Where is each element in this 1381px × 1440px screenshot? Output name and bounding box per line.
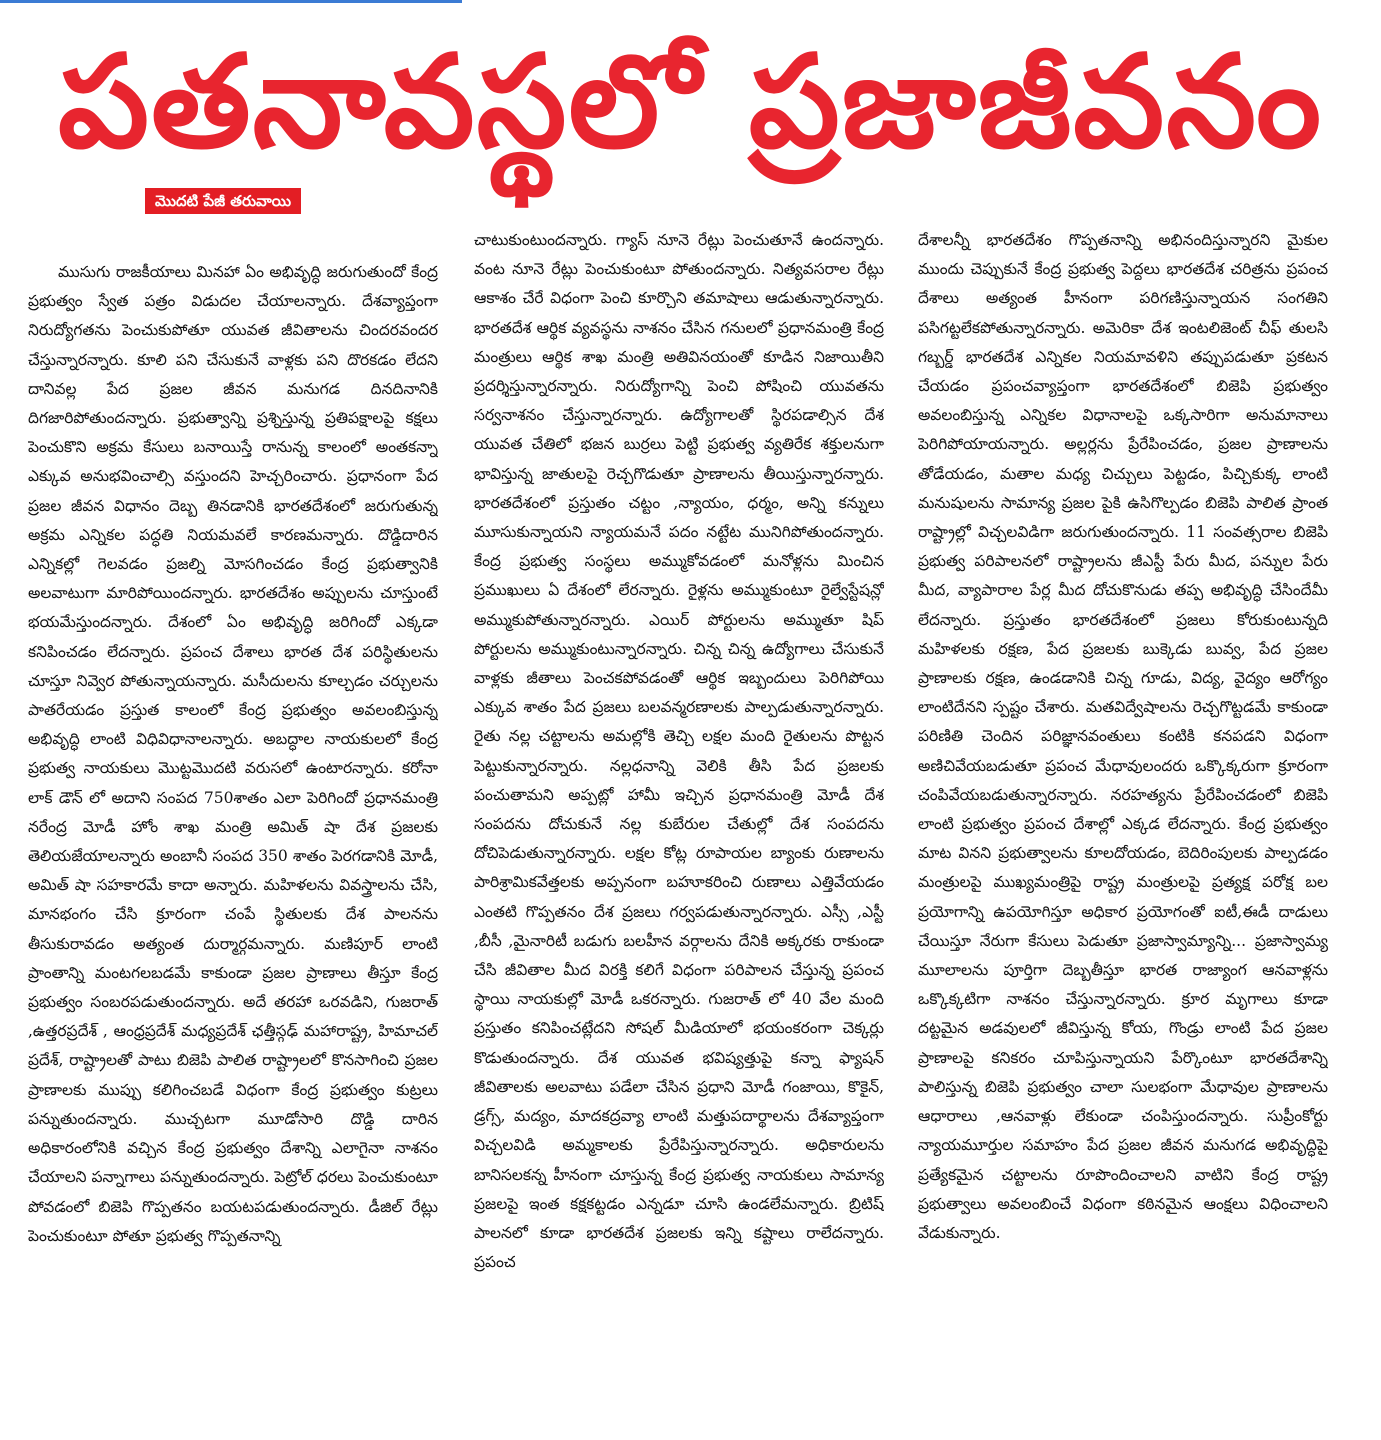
headline: పతనావస్థలో ప్రజాజీవనం xyxy=(58,28,1323,177)
article-column-2: చాటుకుంటుందన్నారు. గ్యాస్ నూనె రేట్లు పెంచుతూనే ఉందన్నారు. వంట నూనె రేట్లు పెంచుకుంటూ పోతుందన్నారు. నిత్యవసరాల రేట్లు ఆకాశం చేరే విధంగా పెంచి కూర్చొని తమాషాలు ఆడుతున్నారన్నారు. భారతదేశ ఆర్థిక వ్యవస్థను నాశనం చేసిన గనులలో ప్రధానమంత్రి కేంద్ర మంత్రులు ఆర్థిక శాఖ మంత్రి అతివినయంతో కూడిన నిజాయితీని ప్రదర్శిస్తున్నారన్నారు. నిరుద్యోగాన్ని పెంచి పోషించి యువతను సర్వనాశనం చేస్తున్నారన్నారు. ఉద్యోగాలతో స్థిరపడాల్సిన దేశ యువత చేతిలో భజన బుర్రలు పెట్టి ప్రభుత్వ వ్యతిరేక శక్తులనుగా భావిస్తున్న జాతులపై రెచ్చగొడుతూ ప్రాణాలను తీయిస్తున్నారన్నారు. భారతదేశంలో ప్రస్తుతం చట్టం ,న్యాయం, ధర్మం, అన్ని కన్నులు మూసుకున్నాయని న్యాయమనే పదం నట్టేట మునిగిపోతుందన్నారు. కేంద్ర ప్రభుత్వ సంస్థలు అమ్ముకోవడంలో మనోళ్లను మించిన ప్రముఖులు ఏ దేశంలో లేరన్నారు. రైళ్లను అమ్ముకుంటూ రైల్వేస్టేషన్లో అమ్ముకుపోతున్నారన్నారు. ఎయిర్ పోర్టులను అమ్ముతూ షిప్ పోర్టులను అమ్ముకుంటున్నారన్నారు. చిన్న చిన్న ఉద్యోగాలు చేసుకునే వాళ్లకు జీతాలు పెంచకపోవడంతో ఆర్థిక ఇబ్బందులు పెరిగిపోయి ఎక్కువ శాతం పేద ప్రజలు బలవన్మరణాలకు పాల్పడుతున్నారన్నారు. రైతు నల్ల చట్టాలను అమల్లోకి తెచ్చి లక్షల మంది రైతులను పొట్టన పెట్టుకున్నారన్నారు. నల్లధనాన్ని వెలికి తీసి పేద ప్రజలకు పంచుతామని అప్పట్లో హామీ ఇచ్చిన ప్రధానమంత్రి మోడీ దేశ సంపదను దోచుకునే నల్ల కుబేరుల చేతుల్లో దేశ సంపదను దోచిపెడుతున్నారన్నారు. లక్షల కోట్ల రూపాయల బ్యాంకు రుణాలను పారిశ్రామికవేత్తలకు అప్పనంగా బహూకరించి రుణాలు ఎత్తివేయడం ఎంతటి గొప్పతనం దేశ ప్రజలు గర్వపడుతున్నారన్నారు. ఎస్సీ ,ఎస్టీ ,బీసీ ,మైనారిటీ బడుగు బలహీన వర్గాలను దేనికి అక్కరకు రాకుండా చేసి జీవితాల మీద విరక్తి కలిగే విధంగా పరిపాలన చేస్తున్న ప్రపంచ స్థాయి నాయకుల్లో మోడీ ఒకరన్నారు. గుజరాత్ లో 40 వేల మంది ప్రస్తుతం కనిపించట్లేదని సోషల్ మీడియాలో భయంకరంగా చెక్కర్లు కొడుతుందన్నారు. దేశ యువత భవిష్యత్తుపై కన్నా ఫ్యాషన్ జీవితాలకు అలవాటు పడేలా చేసిన ప్రధాని మోడీ గంజాయి, కొకైన్, డ్రగ్స్, మద్యం, మాదకద్రవ్యా లాంటి మత్తుపదార్థాలను దేశవ్యాప్తంగా విచ్చలవిడి అమ్మకాలకు ప్రేరేపిస్తున్నారన్నారు. అధికారులను బానిసలకన్న హీనంగా చూస్తున్న కేంద్ర ప్రభుత్వ నాయకులు సామాన్య ప్రజలపై ఇంత కక్షకట్టడం ఎన్నడూ చూసి ఉండలేమన్నారు. బ్రిటిష్ పాలనలో కూడా భారతదేశ ప్రజలకు ఇన్ని కష్టాలు రాలేదన్నారు. ప్రపంచ xyxy=(474,231,884,1272)
top-accent-bar xyxy=(0,0,462,3)
article-column-3: దేశాలన్నీ భారతదేశం గొప్పతనాన్ని అభినందిస్తున్నారని మైకుల ముందు చెప్పుకునే కేంద్ర ప్రభుత్వ పెద్దలు భారతదేశ చరిత్రను ప్రపంచ దేశాలు అత్యంత హీనంగా పరిగణిస్తున్నాయన సంగతిని పసిగట్టలేకపోతున్నారన్నారు. అమెరికా దేశ ఇంటలిజెంట్ చీఫ్ తులసి గబ్బర్డ్ భారతదేశ ఎన్నికల నియమావళిని తప్పుపడుతూ ప్రకటన చేయడం ప్రపంచవ్యాప్తంగా భారతదేశంలో బిజెపి ప్రభుత్వం అవలంబిస్తున్న ఎన్నికల విధానాలపై ఒక్కసారిగా అనుమానాలు పెరిగిపోయాయన్నారు. అల్లర్లను ప్రేరేపించడం, ప్రజల ప్రాణాలను తోడేయడం, మతాల మధ్య చిచ్చులు పెట్టడం, పిచ్చికుక్క లాంటి మనుషులను సామాన్య ప్రజల పైకి ఉసిగొల్పడం బిజెపి పాలిత ప్రాంత రాష్ట్రాల్లో విచ్చలవిడిగా జరుగుతుందన్నారు. 11 సంవత్సరాల బిజెపి ప్రభుత్వ పరిపాలనలో రాష్ట్రాలను జీఎస్టీ పేరు మీద, పన్నుల పేరు మీద, వ్యాపారాల పేర్ల మీద దోచుకొనుడు తప్ప అభివృద్ధి చేసిందేమీ లేదన్నారు. ప్రస్తుతం భారతదేశంలో ప్రజలు కోరుకుంటున్నది మహిళలకు రక్షణ, పేద ప్రజలకు బుక్కెడు బువ్వ, పేద ప్రజల ప్రాణాలకు రక్షణ, ఉండడానికి చిన్న గూడు, విద్య, వైద్యం ఆరోగ్యం లాంటిదేనని స్పష్టం చేశారు. మతవిద్వేషాలను రెచ్చగొట్టడమే కాకుండా పరిణితి చెందిన పరిజ్ఞానవంతులు కంటికి కనపడని విధంగా అణిచివేయబడుతూ ప్రపంచ మేధావులందరు ఒక్కొక్కరుగా క్రూరంగా చంపివేయబడుతున్నారన్నారు. నరహత్యను ప్రేరేపించడంలో బిజెపి లాంటి ప్రభుత్వం ప్రపంచ దేశాల్లో ఎక్కడ లేదన్నారు. కేంద్ర ప్రభుత్వం మాట వినని ప్రభుత్వాలను కూలదోయడం, బెదిరింపులకు పాల్పడడం మంత్రులపై ముఖ్యమంత్రిపై రాష్ట్ర మంత్రులపై ప్రత్యక్ష పరోక్ష బల ప్రయోగాన్ని ఉపయోగిస్తూ అధికార ప్రయోగంతో ఐటీ,ఈడీ దాడులు చేయిస్తూ నేరుగా కేసులు పెడుతూ ప్రజాస్వామ్యాన్ని... ప్రజాస్వామ్య మూలాలను పూర్తిగా దెబ్బతీస్తూ భారత రాజ్యాంగ ఆనవాళ్లను ఒక్కొక్కటిగా నాశనం చేస్తున్నారన్నారు. క్రూర మృగాలు కూడా దట్టమైన అడవులలో జీవిస్తున్న కోయ, గొండ్రు లాంటి పేద ప్రజల ప్రాణాలపై కనికరం చూపిస్తున్నాయని పేర్కొంటూ భారతదేశాన్ని పాలిస్తున్న బిజెపి ప్రభుత్వం చాలా సులభంగా మేధావుల ప్రాణాలను ఆధారాలు ,ఆనవాళ్లు లేకుండా చంపిస్తుందన్నారు. సుప్రీంకోర్టు న్యాయమూర్తుల సమాహం పేద ప్రజల జీవన మనుగడ అభివృద్ధిపై ప్రత్యేకమైన చట్టాలను రూపొందించాలని వాటిని కేంద్ర రాష్ట్ర ప్రభుత్వాలు అవలంబించే విధంగా కఠినమైన ఆంక్షలు విధించాలని వేడుకున్నారు. xyxy=(918,231,1328,1242)
continuation-tag: మొదటి పేజీ తరువాయి xyxy=(145,188,301,214)
article-column-1: ముసుగు రాజకీయాలు మినహా ఏం అభివృద్ధి జరుగుతుందో కేంద్ర ప్రభుత్వం స్వేత పత్రం విడుదల చేయాలన్నారు. దేశవ్యాప్తంగా నిరుద్యోగతను పెంచుకుపోతూ యువత జీవితాలను చిందరవందర చేస్తున్నారన్నారు. కూలి పని చేసుకునే వాళ్లకు పని దొరకడం లేదని దానివల్ల పేద ప్రజల జీవన మనుగడ దినదినానికి దిగజారిపోతుందన్నారు. ప్రభుత్వాన్ని ప్రశ్నిస్తున్న ప్రతిపక్షాలపై కక్షలు పెంచుకొని అక్రమ కేసులు బనాయిస్తే రానున్న కాలంలో అంతకన్నా ఎక్కువ అనుభవించాల్సి వస్తుందని హెచ్చరించారు. ప్రధానంగా పేద ప్రజల జీవన విధానం దెబ్బ తినడానికి భారతదేశంలో జరుగుతున్న అక్రమ ఎన్నికల పద్ధతి నియమవలే కారణమన్నారు. దొడ్డిదారిన ఎన్నికల్లో గెలవడం ప్రజల్ని మోసగించడం కేంద్ర ప్రభుత్వానికి అలవాటుగా మారిపోయిందన్నారు. భారతదేశం అప్పులను చూస్తుంటే భయమేస్తుందన్నారు. దేశంలో ఏం అభివృద్ధి జరిగిందో ఎక్కడా కనిపించడం లేదన్నారు. ప్రపంచ దేశాలు భారత దేశ పరిస్థితులను చూస్తూ నివ్వెర పోతున్నాయన్నారు. మసీదులను కూల్చడం చర్చులను పాతరేయడం ప్రస్తుత కాలంలో కేంద్ర ప్రభుత్వం అవలంబిస్తున్న అభివృద్ధి లాంటి విధివిధానాలన్నారు. అబద్ధాల నాయకులలో కేంద్ర ప్రభుత్వ నాయకులు మొట్టమొదటి వరుసలో ఉంటారన్నారు. కరోనా లాక్ డౌన్ లో అదాని సంపద 750శాతం ఎలా పెరిగిందో ప్రధానమంత్రి నరేంద్ర మోడీ హోం శాఖ మంత్రి అమిత్ షా దేశ ప్రజలకు తెలియజేయాలన్నారు అంబానీ సంపద 350 శాతం పెరగడానికి మోడీ, అమిత్ షా సహకారమే కాదా అన్నారు. మహిళలను వివస్త్రాలను చేసి, మానభంగం చేసి క్రూరంగా చంపే స్థితులకు దేశ పాలనను తీసుకురావడం అత్యంత దుర్మార్గమన్నారు. మణిపూర్ లాంటి ప్రాంతాన్ని మంటగలబడమే కాకుండా ప్రజల ప్రాణాలు తీస్తూ కేంద్ర ప్రభుత్వం సంబరపడుతుందన్నారు. అదే తరహా ఒరవడిని, గుజరాత్ ,ఉత్తరప్రదేశ్ , ఆంధ్రప్రదేశ్ మధ్యప్రదేశ్ ఛత్తీస్గఢ్ మహారాష్ట్ర, హిమాచల్ ప్రదేశ్, రాష్ట్రాలతో పాటు బిజెపి పాలిత రాష్ట్రాలలో కొనసాగించి ప్రజల ప్రాణాలకు ముప్పు కలిగించబడే విధంగా కేంద్ర ప్రభుత్వం కుట్రలు పన్నుతుందన్నారు. ముచ్చటగా మూడోసారి దొడ్డి దారిన అధికారంలోనికి వచ్చిన కేంద్ర ప్రభుత్వం దేశాన్ని ఎలాగైనా నాశనం చేయాలని పన్నాగాలు పన్నుతుందన్నారు. పెట్రోల్ ధరలు పెంచుకుంటూ పోవడంలో బిజెపి గొప్పతనం బయటపడుతుందన్నారు. డీజిల్ రేట్లు పెంచుకుంటూ పోతూ ప్రభుత్వ గొప్పతనాన్ని xyxy=(28,263,438,1245)
